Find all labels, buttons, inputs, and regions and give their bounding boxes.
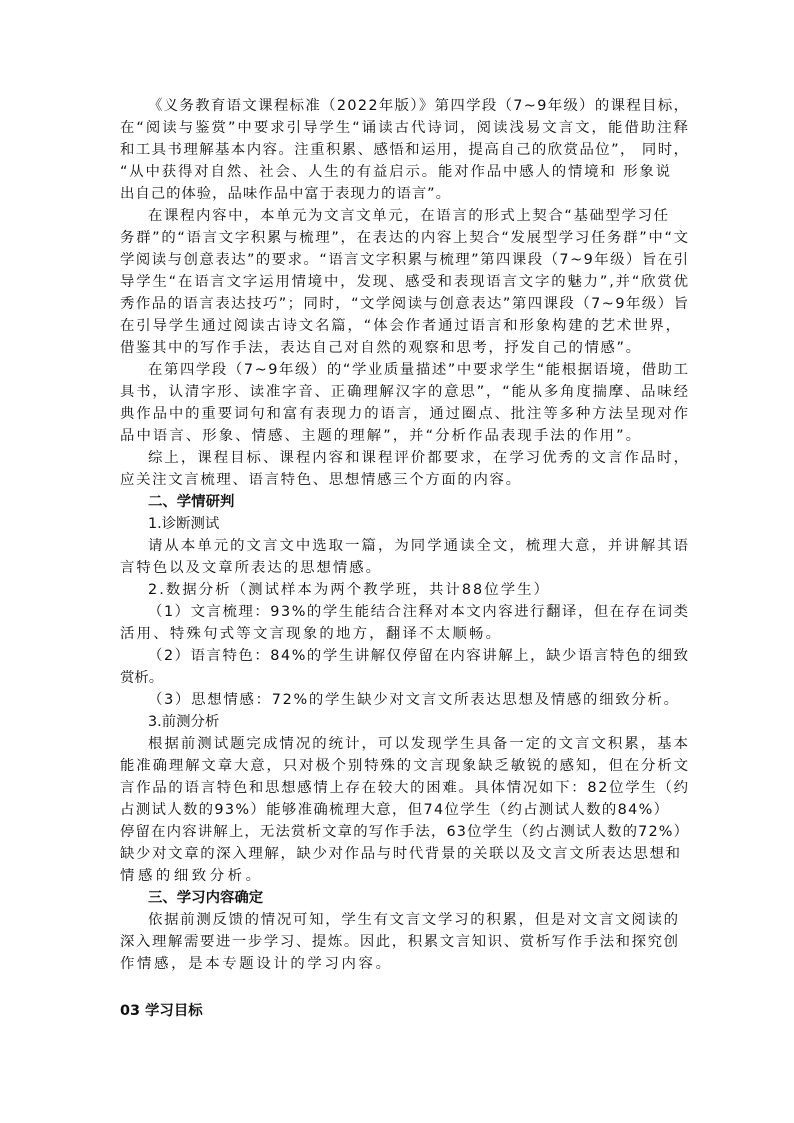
paragraph-line: （1）文言梳理：93%的学生能结合注释对本文内容进行翻译，但在存在词类: [148, 604, 690, 620]
paragraph-line: 借鉴其中的写作手法，表达自己对自然的观察和思考，抒发自己的情感”。: [120, 340, 642, 356]
paragraph-line: 《义务教育语文课程标准（2022年版）》第四学段（7~9年级）的课程目标，: [148, 98, 690, 114]
paragraph-line: 务群”的“语言文字积累与梳理”，在表达的内容上契合“发展型学习任务群”中“文: [120, 230, 690, 246]
paragraph-line: 具书，认清字形、读准字音、正确理解汉字的意思”，“能从多角度揣摩、品味经: [120, 384, 690, 400]
paragraph-line: 停留在内容讲解上，无法赏析文章的写作手法，63位学生（约占测试人数的72%）: [120, 824, 690, 840]
paragraph-line: 和工具书理解基本内容。注重积累、感悟和运用，提高自己的欣赏品位”， 同时，: [120, 142, 690, 158]
paragraph-line: 典作品中的重要词句和富有表现力的语言，通过圈点、批注等多种方法呈现对作: [120, 406, 690, 422]
paragraph-line: 在“阅读与鉴赏”中要求引导学生“诵读古代诗词，阅读浅易文言文，能借助注释: [120, 120, 691, 136]
paragraph-line: 赏析。: [120, 670, 164, 686]
paragraph-line: 缺少对文章的深入理解，缺少对作品与时代背景的关联以及文言文所表达思想和: [120, 846, 682, 862]
paragraph-line: 请从本单元的文言文中选取一篇，为同学通读全文，梳理大意，并讲解其语: [148, 538, 691, 554]
paragraph-line: 导学生“在语言文字运用情境中，发现、感受和表现语言文字的魅力”,并“欣赏优: [120, 274, 690, 290]
paragraph-line: （2）语言特色：84%的学生讲解仅停留在内容讲解上，缺少语言特色的细致: [148, 648, 690, 664]
paragraph-line: 言作品的语言特色和思想感情上存在较大的困难。具体情况如下：82位学生（约: [120, 780, 690, 796]
paragraph-line: 作情感，是本专题设计的学习内容。: [120, 956, 393, 972]
paragraph-line: 依据前测反馈的情况可知，学生有文言文学习的积累，但是对文言文阅读的: [148, 912, 680, 928]
paragraph-line: 言特色以及文章所表达的思想情感。: [120, 560, 382, 576]
paragraph-line: 在课程内容中，本单元为文言文单元，在语言的形式上契合“基础型学习任: [148, 208, 670, 224]
section-heading-3: 三、学习内容确定: [148, 890, 264, 906]
paragraph-line: “从中获得对自然、社会、人生的有益启示。能对作品中感人的情境和 形象说: [120, 164, 672, 180]
paragraph-line: 活用、特殊句式等文言现象的地方，翻译不太顺畅。: [120, 626, 503, 642]
paragraph-line: 在第四学段（7~9年级）的“学业质量描述”中要求学生“能根据语境，借助工: [148, 362, 690, 378]
paragraph-line: 在引导学生通过阅读古诗文名篇，“体会作者通过语言和形象构建的艺术世界，: [120, 318, 682, 334]
paragraph-line: （3）思想情感：72%的学生缺少对文言文所表达思想及情感的细致分析。: [148, 692, 680, 708]
paragraph-line: 应关注文言梳理、语言特色、思想情感三个方面的内容。: [120, 472, 522, 488]
subsection-heading: 1.诊断测试: [148, 516, 220, 532]
paragraph-line: 品中语言、形象、情感、主题的理解”，并“分析作品表现手法的作用”。: [120, 428, 643, 444]
paragraph-line: 情感的细致分析。: [120, 868, 264, 884]
paragraph-line: 能准确理解文章大意，只对极个别特殊的文言现象缺乏敏锐的感知，但在分析文: [120, 758, 690, 774]
paragraph-line: 秀作品的语言表达技巧”；同时，“文学阅读与创意表达”第四课段（7~9年级）旨: [120, 296, 690, 312]
paragraph-line: 根据前测试题完成情况的统计，可以发现学生具备一定的文言文积累，基本: [148, 736, 691, 752]
section-heading-2: 二、学情研判: [148, 494, 235, 510]
subsection-heading: 2.数据分析（测试样本为两个教学班，共计88位学生）: [148, 582, 551, 598]
paragraph-line: 综上，课程目标、课程内容和课程评价都要求，在学习优秀的文言作品时，: [148, 450, 691, 466]
paragraph-line: 出自己的体验，品味作品中富于表现力的语言”。: [120, 186, 451, 202]
paragraph-line: 深入理解需要进一步学习、提炼。因此，积累文言知识、赏析写作手法和探究创: [120, 934, 680, 950]
subsection-heading: 3.前测分析: [148, 714, 220, 730]
chapter-heading: 03 学习目标: [120, 1003, 203, 1019]
paragraph-line: 学阅读与创意表达”的要求。“语言文字积累与梳理”第四课段（7~9年级）旨在引: [120, 252, 690, 268]
paragraph-line: 占测试人数的93%）能够准确梳理大意，但74位学生（约占测试人数的84%）: [120, 802, 670, 818]
